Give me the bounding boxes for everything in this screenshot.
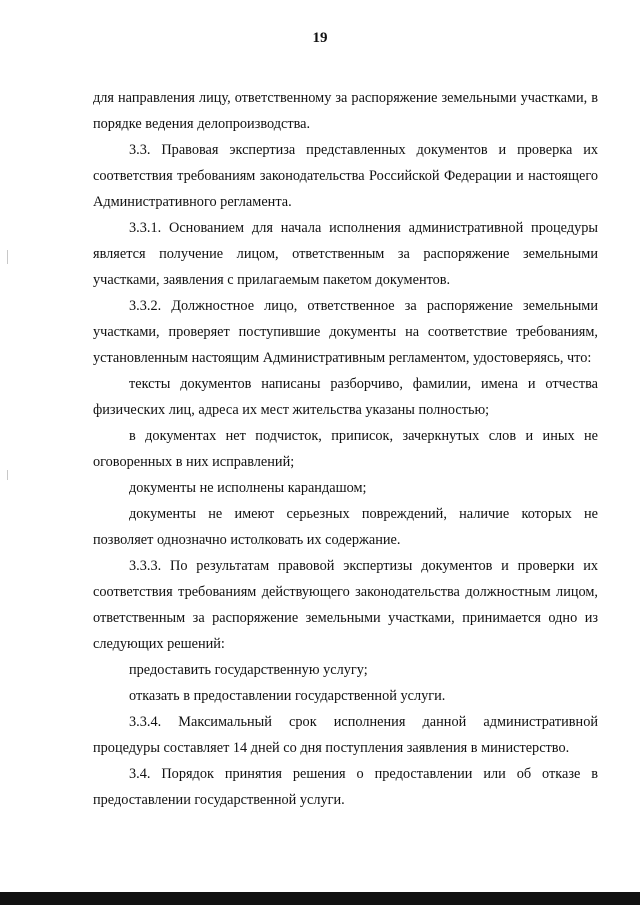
- page-number: 19: [312, 30, 328, 46]
- list-item-no-erasures: в документах нет подчисток, приписок, зачеркнутых слов и иных не оговоренных в них исправлений;: [93, 428, 598, 470]
- paragraph-continuation: для направления лицу, ответственному за распоряжение земельными участками, в порядке ведения делопроизводства.: [93, 90, 598, 132]
- list-item-no-damage: документы не имеют серьезных повреждений, наличие которых не позволяет однозначно истолковать их содержание.: [93, 506, 598, 548]
- list-item-refuse-service: отказать в предоставлении государственной услуги.: [129, 688, 446, 704]
- paragraph-section-3-3-1: 3.3.1. Основанием для начала исполнения административной процедуры является получение лицом, ответственным за распоряжение земельными участками, заявления с прилагаемым пакетом документов.: [93, 220, 598, 288]
- scan-artifact-line: [7, 470, 8, 480]
- paragraph-section-3-3-3: 3.3.3. По результатам правовой экспертизы документов и проверки их соответствия требованиям действующего законодательства должностным лицом, ответственным за распоряжение земельными участками, принимается одно из следующих решений:: [93, 558, 598, 652]
- paragraph-section-3-4: 3.4. Порядок принятия решения о предоставлении или об отказе в предоставлении государственной услуги.: [93, 766, 598, 808]
- paragraph-section-3-3: 3.3. Правовая экспертиза представленных документов и проверка их соответствия требованиям законодательства Российской Федерации и настоящего Административного регламента.: [93, 142, 598, 210]
- document-body: [93, 85, 598, 813]
- paragraph-section-3-3-4: 3.3.4. Максимальный срок исполнения данной административной процедуры составляет 14 дней со дня поступления заявления в министерство.: [93, 714, 598, 756]
- list-item-legible-texts: тексты документов написаны разборчиво, фамилии, имена и отчества физических лиц, адреса их мест жительства указаны полностью;: [93, 376, 598, 418]
- scan-bottom-edge: [0, 892, 640, 905]
- list-item-no-pencil: документы не исполнены карандашом;: [129, 480, 367, 496]
- paragraph-section-3-3-2: 3.3.2. Должностное лицо, ответственное за распоряжение земельными участками, проверяет поступившие документы на соответствие требованиям, установленным настоящим Административным регламентом, удостоверяясь, что:: [93, 298, 598, 366]
- scan-artifact-line: [7, 250, 8, 264]
- list-item-provide-service: предоставить государственную услугу;: [129, 662, 368, 678]
